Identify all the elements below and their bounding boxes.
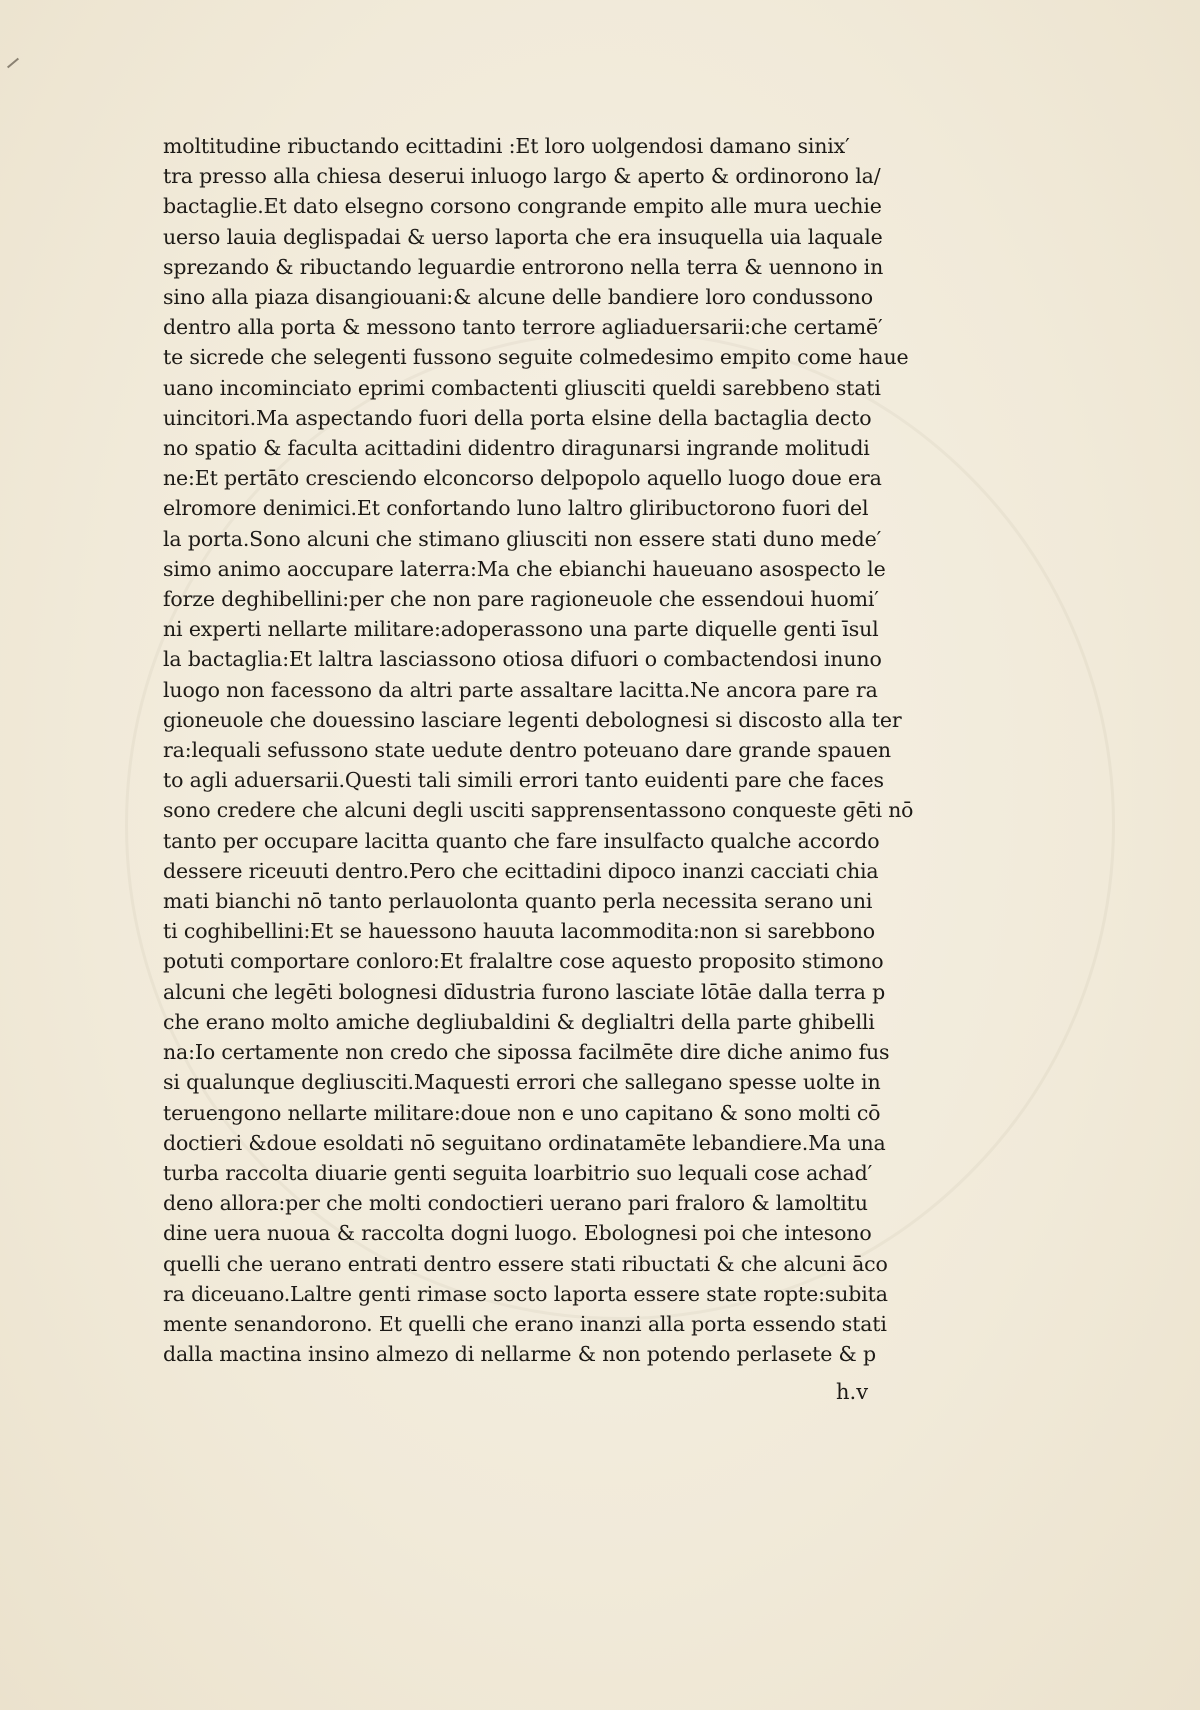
text-line: potuti comportare conloro:Et fralaltre cose aquesto proposito stimono [163,949,884,974]
text-line: la porta.Sono alcuni che stimano gliusciti non essere stati duno mede′ [163,526,882,551]
text-line: dalla mactina insino almezo di nellarme & non potendo perlasete & p [163,1342,876,1367]
text-line: alcuni che legēti bolognesi dīdustria furono lasciate lōtāe dalla terra p [163,979,886,1004]
text-line: dessere riceuuti dentro.Pero che ecittadini dipoco inanzi cacciati chia [163,858,879,883]
text-line: no spatio & faculta acittadini didentro diragunarsi ingrande molitudi [163,436,870,461]
text-line: luogo non facessono da altri parte assaltare lacitta.Ne ancora pare ra [163,677,878,702]
text-line: dine uera nuoua & raccolta dogni luogo. Ebolognesi poi che intesono [163,1221,872,1246]
text-line: deno allora:per che molti condoctieri uerano pari fraloro & lamoltitu [163,1191,868,1216]
text-line: moltitudine ribuctando ecittadini :Et loro uolgendosi damano sinix′ [163,134,850,158]
text-line: forze deghibellini:per che non pare ragioneuole che essendoui huomi′ [163,587,879,612]
text-line: doctieri &doue esoldati nō seguitano ordinatamēte lebandiere.Ma una [163,1130,886,1155]
printed-text-block [163,131,913,1369]
text-line: quelli che uerano entrati dentro essere stati ribuctati & che alcuni āco [163,1251,888,1276]
text-line: uerso lauia deglispadai & uerso laporta che era insuquella uia laquale [163,224,883,249]
text-line: bactaglie.Et dato elsegno corsono congrande empito alle mura uechie [163,194,882,219]
text-line: ni experti nellarte militare:adoperassono una parte diquelle genti īsul [163,617,879,642]
text-line: uincitori.Ma aspectando fuori della porta elsine della bactaglia decto [163,405,872,430]
text-line: ne:Et pertāto cresciendo elconcorso delpopolo aquello luogo doue era [163,466,882,491]
text-line: sino alla piaza disangiouani:& alcune delle bandiere loro condussono [163,285,873,310]
text-line: sono credere che alcuni degli usciti sapprensentassono conqueste gēti nō [163,798,914,823]
text-line: ra:lequali sefussono state uedute dentro poteuano dare grande spauen [163,738,891,763]
text-line: gioneuole che douessino lasciare legenti debolognesi si discosto alla ter [163,707,902,732]
text-line: dentro alla porta & messono tanto terrore agliaduersarii:che certamē′ [163,315,883,340]
text-line: na:Io certamente non credo che sipossa facilmēte dire diche animo fus [163,1040,890,1065]
text-line: la bactaglia:Et laltra lasciassono otiosa difuori o combactendosi inuno [163,647,882,672]
text-line: tanto per occupare lacitta quanto che fare insulfacto qualche accordo [163,828,880,853]
text-line: mente senandorono. Et quelli che erano inanzi alla porta essendo stati [163,1311,887,1336]
text-line: elromore denimici.Et confortando luno laltro gliribuctorono fuori del [163,496,869,521]
text-line: ra diceuano.Laltre genti rimase socto laporta essere state ropte:subita [163,1281,888,1306]
text-line: ti coghibellini:Et se hauessono hauuta lacommodita:non si sarebbono [163,919,875,944]
text-line: to agli aduersarii.Questi tali simili errori tanto euidenti pare che faces [163,768,884,793]
text-line: che erano molto amiche degliubaldini & deglialtri della parte ghibelli [163,1009,875,1034]
signature-mark: h.v [836,1380,869,1404]
corner-mark [7,58,19,69]
text-line: si qualunque degliusciti.Maquesti errori che sallegano spesse uolte in [163,1070,881,1095]
text-line: uano incominciato eprimi combactenti gliusciti queldi sarebbeno stati [163,375,881,400]
text-line: turba raccolta diuarie genti seguita loarbitrio suo lequali cose achad′ [163,1160,873,1185]
text-line: te sicrede che selegenti fussono seguite colmedesimo empito come haue [163,345,909,370]
text-line: sprezando & ribuctando leguardie entrorono nella terra & uennono in [163,254,884,279]
text-line: teruengono nellarte militare:doue non e uno capitano & sono molti cō [163,1100,881,1125]
text-line: mati bianchi nō tanto perlauolonta quanto perla necessita serano uni [163,889,873,914]
text-line: simo animo aoccupare laterra:Ma che ebianchi haueuano asospecto le [163,556,886,581]
text-line: tra presso alla chiesa deserui inluogo largo & aperto & ordinorono la/ [163,164,881,189]
